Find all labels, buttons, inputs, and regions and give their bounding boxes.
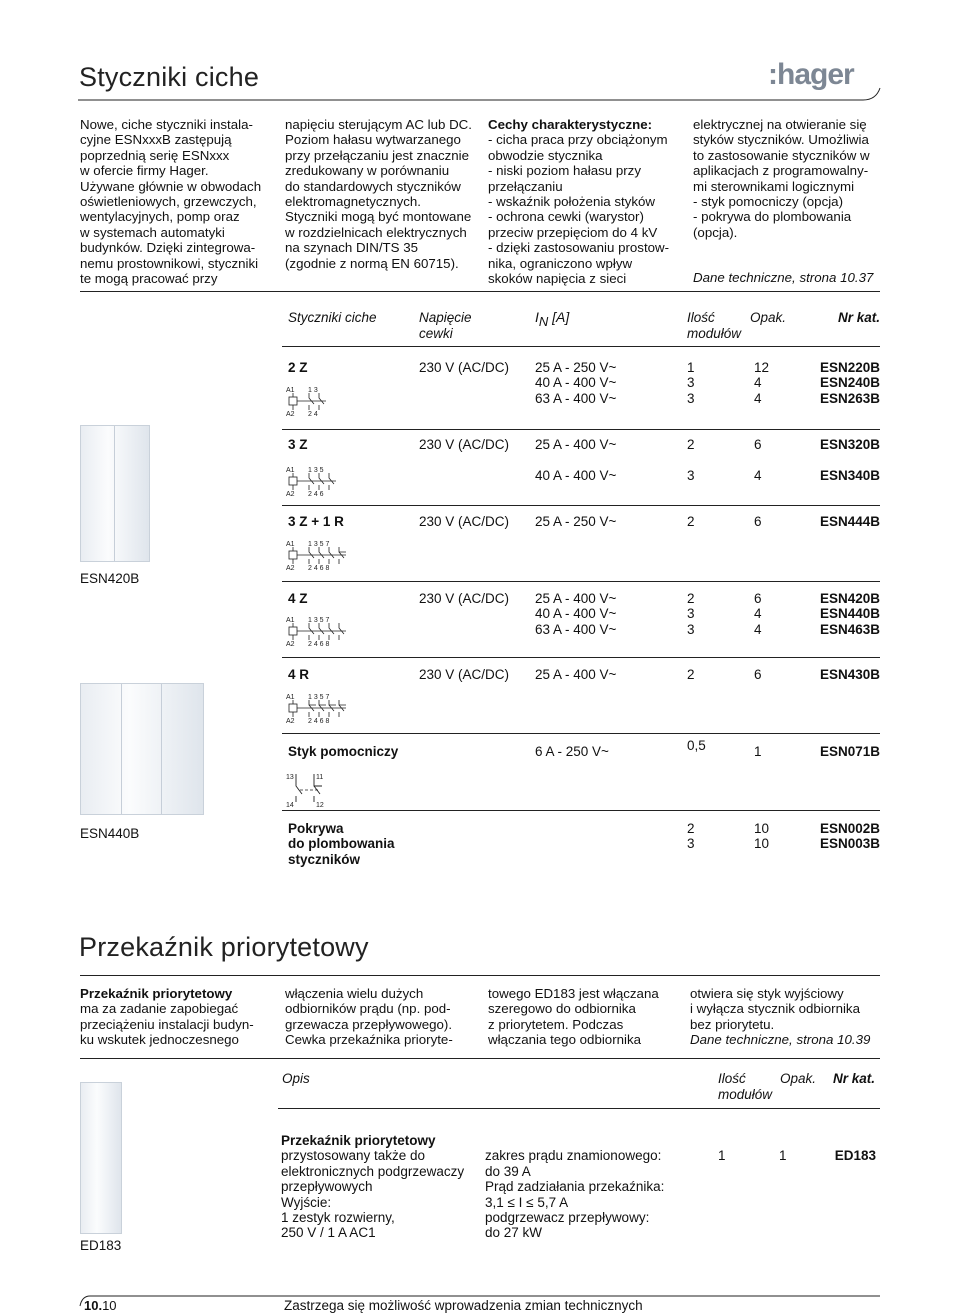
product-name: 3 Z + 1 R <box>288 514 344 529</box>
pack: 6 <box>754 667 762 682</box>
relay-col-2: włączenia wielu dużych odbiorników prądu (np. pod- grzewacza przepływowego). Cewka przekaźnika prioryte- <box>285 986 453 1048</box>
svg-text:A1: A1 <box>286 541 295 548</box>
pack: 1 <box>754 744 762 759</box>
svg-text:1 3 5 7: 1 3 5 7 <box>308 617 330 624</box>
header-modules: Ilość modułów <box>718 1071 773 1102</box>
page-title: Styczniki ciche <box>79 62 260 92</box>
svg-text:2 4 6 8: 2 4 6 8 <box>308 641 330 648</box>
row-separator <box>282 810 880 811</box>
section-title: Przekaźnik priorytetowy <box>79 932 369 962</box>
schematic-3z <box>286 463 356 499</box>
svg-text:1 3 5: 1 3 5 <box>308 467 324 474</box>
svg-text:1 3 5 7: 1 3 5 7 <box>308 694 330 701</box>
modules: 2 <box>687 514 695 529</box>
rated-current: 25 A - 250 V~ 40 A - 400 V~ 63 A - 400 V~ <box>535 360 617 406</box>
intro-col-3: - cicha praca przy obciążonym obwodzie stycznika - niski poziom hałasu przy przełączaniu - wskaźnik położenia styków - ochrona cewki (warystor) przeciw przepięciom do 4 kV - dzięki zastosowaniu prostow- nika, ograniczono wpływ skoków napięcia z sieci <box>488 132 670 287</box>
svg-text:1 3 5 7: 1 3 5 7 <box>308 541 330 548</box>
coil-voltage: 230 V (AC/DC) <box>419 360 510 375</box>
modules: 2 <box>687 667 695 682</box>
rated-current: 25 A - 400 V~ <box>535 667 617 682</box>
product-photo-esn440b <box>80 683 204 815</box>
coil-voltage: 230 V (AC/DC) <box>419 514 510 529</box>
intro-datasheet-ref: Dane techniczne, strona 10.37 <box>693 270 874 285</box>
svg-text:A1: A1 <box>286 617 295 624</box>
catalog-number: ESN444B <box>819 514 880 529</box>
catalog-number: ESN420B ESN440B ESN463B <box>819 591 880 637</box>
catalog-number: ESN340B <box>819 468 880 483</box>
intro-col-4: elektrycznej na otwieranie się styków styczników. Umożliwia to zastosowanie styczników w aplikacjach z programowalny- mi sterownikami logicznymi - styk pomocniczy (opcja) - pokrywa do plombowania (opcja). <box>693 117 870 240</box>
coil-voltage: 230 V (AC/DC) <box>419 591 510 606</box>
relay-col-1: ma za zadanie zapobiegać przeciążeniu instalacji budyn- ku wskutek jednoczesnego <box>80 1001 254 1048</box>
catalog-number: ESN430B <box>819 667 880 682</box>
row-separator <box>282 581 880 582</box>
divider <box>80 975 880 976</box>
svg-text:11: 11 <box>316 774 324 781</box>
intro-col-1: Nowe, ciche styczniki instala- cyjne ESNxxxB zastępują poprzednią serię ESNxxx w ofercie firmy Hager. Używane głównie w obwodach oświetleniowych, grzewczych, wentylacyjnych, pomp oraz w systemach automatyki budynków. Dzięki zintegrowa- nemu prostownikowi, styczniki te mogą pracować przy <box>80 117 262 287</box>
header-voltage: Napięcie cewki <box>419 310 472 341</box>
product-photo-ed183 <box>80 1082 122 1234</box>
modules: 0,5 <box>687 738 706 753</box>
modules: 2 <box>687 437 695 452</box>
pack: 6 <box>754 514 762 529</box>
product-name: 4 R <box>288 667 310 682</box>
product-name: Pokrywa do plombowania styczników <box>288 821 395 867</box>
header-rule <box>68 80 888 110</box>
catalog-number: ESN002B ESN003B <box>819 821 880 852</box>
catalog-number: ESN220B ESN240B ESN263B <box>819 360 880 406</box>
svg-text:A2: A2 <box>286 411 295 418</box>
rated-current: 25 A - 400 V~ <box>535 437 617 452</box>
divider <box>80 1058 880 1059</box>
relay-col-4: otwiera się styk wyjściowy i wyłącza stycznik odbiornika bez priorytetu. <box>690 986 860 1032</box>
rated-current: 25 A - 250 V~ <box>535 514 617 529</box>
modules: 2 3 3 <box>687 591 695 637</box>
svg-text:A1: A1 <box>286 467 295 474</box>
header-current: $I_N$ [A] <box>535 309 570 329</box>
svg-text:2 4 6 8: 2 4 6 8 <box>308 718 330 725</box>
page-number: 10.10 <box>84 1298 117 1313</box>
modules: 2 3 <box>687 821 695 852</box>
pack: 6 4 4 <box>754 591 762 637</box>
relay-title: Przekaźnik priorytetowy <box>281 1133 436 1148</box>
modules: 1 <box>718 1148 726 1163</box>
header-pack: Opak. <box>780 1071 817 1086</box>
product-photo-esn420b <box>80 425 150 562</box>
rated-current: 6 A - 250 V~ <box>535 744 609 759</box>
svg-text:2 4: 2 4 <box>308 411 318 418</box>
coil-voltage: 230 V (AC/DC) <box>419 667 510 682</box>
catalog-number: ESN320B <box>819 437 880 452</box>
pack: 12 4 4 <box>754 360 770 406</box>
schematic-4r <box>286 690 366 726</box>
svg-text:2 4 6 8: 2 4 6 8 <box>308 565 330 572</box>
svg-text:A2: A2 <box>286 718 295 725</box>
header-cat: Nr kat. <box>838 310 881 325</box>
product-name: Styk pomocniczy <box>288 744 399 759</box>
catalog-number: ESN071B <box>819 744 880 759</box>
row-separator <box>282 733 880 734</box>
footer-note: Zastrzega się możliwość wprowadzenia zmian technicznych <box>284 1298 643 1313</box>
row-separator <box>282 429 880 430</box>
header-name: Styczniki ciche <box>288 310 377 325</box>
schematic-4z <box>286 613 366 649</box>
intro-col-3-heading: Cechy charakterystyczne: <box>488 117 653 132</box>
product-name: 4 Z <box>288 591 308 606</box>
header-pack: Opak. <box>750 310 787 325</box>
brand-logo: :hager <box>768 58 854 91</box>
header-cat: Nr kat. <box>833 1071 876 1086</box>
header-modules: Ilość modułów <box>687 310 742 341</box>
row-separator <box>282 505 880 506</box>
rated-current: 25 A - 400 V~ 40 A - 400 V~ 63 A - 400 V~ <box>535 591 617 637</box>
row-separator <box>282 657 880 658</box>
svg-text:A2: A2 <box>286 565 295 572</box>
coil-voltage: 230 V (AC/DC) <box>419 437 510 452</box>
header-desc: Opis <box>282 1071 310 1086</box>
photo-label: ESN420B <box>80 571 140 586</box>
photo-label: ED183 <box>80 1238 122 1253</box>
relay-desc-right: zakres prądu znamionowego: do 39 A Prąd zadziałania przekaźnika: 3,1 ≤ I ≤ 5,7 A podgrzewacz przepływowy: do 27 kW <box>485 1148 665 1241</box>
pack: 1 <box>779 1148 787 1163</box>
rated-current: 40 A - 400 V~ <box>535 468 617 483</box>
svg-text:A2: A2 <box>286 491 295 498</box>
svg-text:A1: A1 <box>286 694 295 701</box>
modules: 1 3 3 <box>687 360 695 406</box>
relay-datasheet-ref: Dane techniczne, strona 10.39 <box>690 1032 871 1047</box>
svg-text:A2: A2 <box>286 641 295 648</box>
svg-text:A1: A1 <box>286 387 295 394</box>
product-name: 3 Z <box>288 437 308 452</box>
relay-desc-left: przystosowany także do elektronicznych podgrzewaczy przepływowych Wyjście: 1 zestyk rozwierny, 250 V / 1 A AC1 <box>281 1148 465 1241</box>
pack: 6 <box>754 437 762 452</box>
pack: 4 <box>754 468 762 483</box>
svg-text:12: 12 <box>316 802 324 809</box>
svg-text:2 4 6: 2 4 6 <box>308 491 324 498</box>
row-separator <box>278 1108 880 1109</box>
svg-text:13: 13 <box>286 774 294 781</box>
svg-text:14: 14 <box>286 802 294 809</box>
modules: 3 <box>687 468 695 483</box>
photo-label: ESN440B <box>80 826 140 841</box>
schematic-2z <box>286 383 346 419</box>
catalog-number: ED183 <box>834 1148 876 1163</box>
relay-col-1-heading: Przekaźnik priorytetowy <box>80 986 233 1001</box>
product-name: 2 Z <box>288 360 308 375</box>
pack: 10 10 <box>754 821 770 852</box>
intro-col-2: napięciu sterującym AC lub DC. Poziom hałasu wytwarzanego przy przełączaniu jest znacznie zredukowany w porównaniu do standardowych styczników elektromagnetycznych. Styczniki mogą być montowane w rozdzielnicach elektrycznych na szynach DIN/TS 35 (zgodnie z normą EN 60715). <box>285 117 472 271</box>
relay-col-3: towego ED183 jest włączana szeregowo do odbiornika z priorytetem. Podczas włączania tego odbiornika <box>488 986 659 1048</box>
divider <box>80 291 880 292</box>
schematic-3z1r <box>286 537 366 573</box>
row-separator <box>282 346 880 347</box>
schematic-aux <box>286 770 346 810</box>
svg-text:1 3: 1 3 <box>308 387 318 394</box>
